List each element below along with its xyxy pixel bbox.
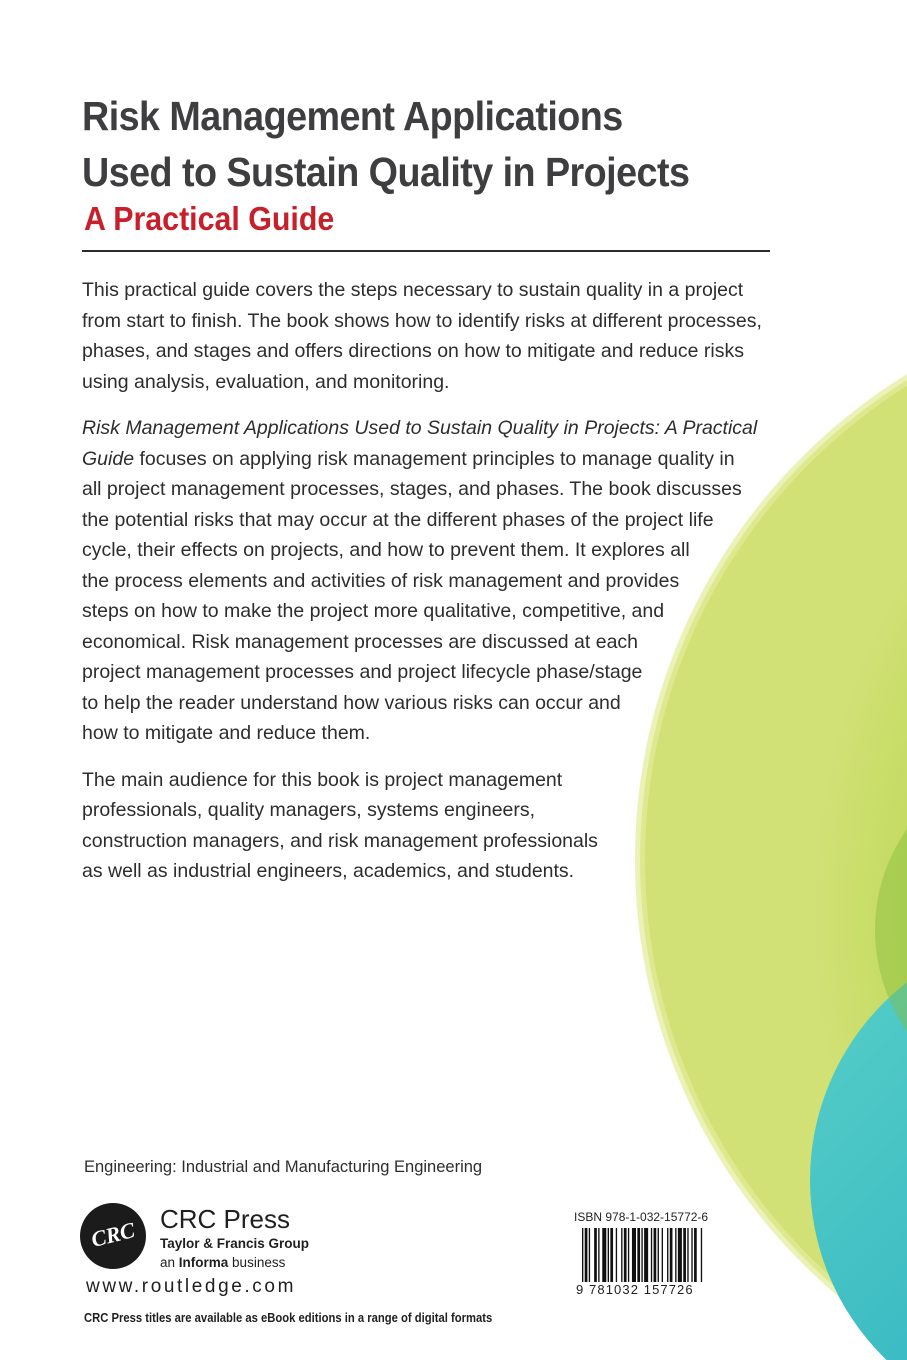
barcode-bar [670,1228,673,1290]
barcode-bar [687,1228,688,1290]
barcode-bar [678,1228,682,1290]
text-line: This practical guide covers the steps necessary to sustain quality in a project [82,279,744,301]
publisher-website[interactable]: www.routledge.com [86,1276,296,1297]
blurb-paragraph-1 [82,275,782,397]
text-line: professionals, quality managers, systems engineers, [82,799,536,821]
text-line: phases, and stages and offers directions on how to mitigate and reduce risks [82,340,744,362]
text-line: construction managers, and risk management professionals [82,829,598,852]
barcode-bar [637,1228,640,1290]
blurb [82,275,782,903]
isbn-label: ISBN 978-1-032-15772-6 [574,1210,709,1224]
publisher-block [160,1204,309,1272]
barcode-bar [662,1228,663,1290]
crc-logo-text: CRC [88,1217,138,1252]
barcode-bar [658,1228,659,1290]
barcode-bar [654,1228,657,1290]
barcode [582,1228,738,1290]
barcode-bar [675,1228,676,1290]
publisher-name: CRC Press [160,1204,291,1234]
text-fragment: focuses on applying risk management principles to manage quality in [134,447,735,470]
book-title [82,88,726,200]
barcode-bar [624,1228,627,1290]
text-line: cycle, their effects on projects, and how to prevent them. It explores all [82,539,690,561]
barcode-digits: 9 781032 157726 [574,1282,748,1297]
blurb-paragraph-3 [82,765,782,887]
text-line: all project management processes, stages, and phases. The book discusses [82,478,742,500]
barcode-bar [610,1228,613,1290]
text-line: how to mitigate and reduce them. [82,722,371,744]
barcode-bar [608,1228,609,1290]
publisher-parent [160,1253,309,1272]
barcode-bar [667,1228,668,1290]
parent-prefix: an [160,1255,179,1270]
text-line: using analysis, evaluation, and monitoring. [82,370,450,393]
barcode-bar [616,1228,617,1290]
barcode-bar [594,1228,597,1290]
barcode-bar [651,1228,652,1290]
barcode-bar [628,1228,629,1290]
barcode-bar [602,1228,606,1290]
barcode-bar [585,1228,588,1290]
barcode-bar [691,1228,692,1290]
barcode-bar [644,1228,648,1290]
text-line: project management processes and project lifecycle phase/stage [82,661,643,683]
text-line: from start to finish. The book shows how to identify risks at different processes, [82,309,762,332]
text-line: the potential risks that may occur at the different phases of the project life [82,508,714,531]
italic-title-text: Guide [82,447,135,470]
italic-title-text: Risk Management Applications Used to Sustain Quality in Projects: A Practical [82,417,758,439]
publisher-group: Taylor & Francis Group [160,1236,310,1251]
barcode-bar [582,1228,583,1290]
barcode-bar [621,1228,622,1290]
text-line: to help the reader understand how various risks can occur and [82,691,621,714]
text-line: steps on how to make the project more qualitative, competitive, and [82,600,665,622]
book-title-line-1: Risk Management Applications [82,93,623,139]
parent-name: Informa [178,1255,229,1270]
text-line: as well as industrial engineers, academics, and students. [82,860,575,882]
book-title-line-2: Used to Sustain Quality in Projects [82,149,690,195]
barcode-bar [589,1228,590,1290]
text-line: the process elements and activities of risk management and provides [82,569,680,592]
parent-suffix: business [228,1255,286,1270]
barcode-bar [683,1228,686,1290]
text-line [82,444,782,475]
text-line [82,413,782,444]
subject-category: Engineering: Industrial and Manufacturing Engineering [84,1158,483,1176]
barcode-bar [694,1228,697,1290]
text-line: economical. Risk management processes are discussed at each [82,630,639,653]
text-line: The main audience for this book is project management [82,768,563,791]
barcode-bar [641,1228,642,1290]
barcode-bar [701,1228,702,1290]
barcode-bar [598,1228,599,1290]
blurb-paragraph-2 [82,413,782,749]
ebook-note: CRC Press titles are available as eBook editions in a range of digital formats [84,1311,493,1325]
title-divider [82,250,770,252]
barcode-bar [632,1228,636,1290]
book-subtitle: A Practical Guide [84,200,335,237]
